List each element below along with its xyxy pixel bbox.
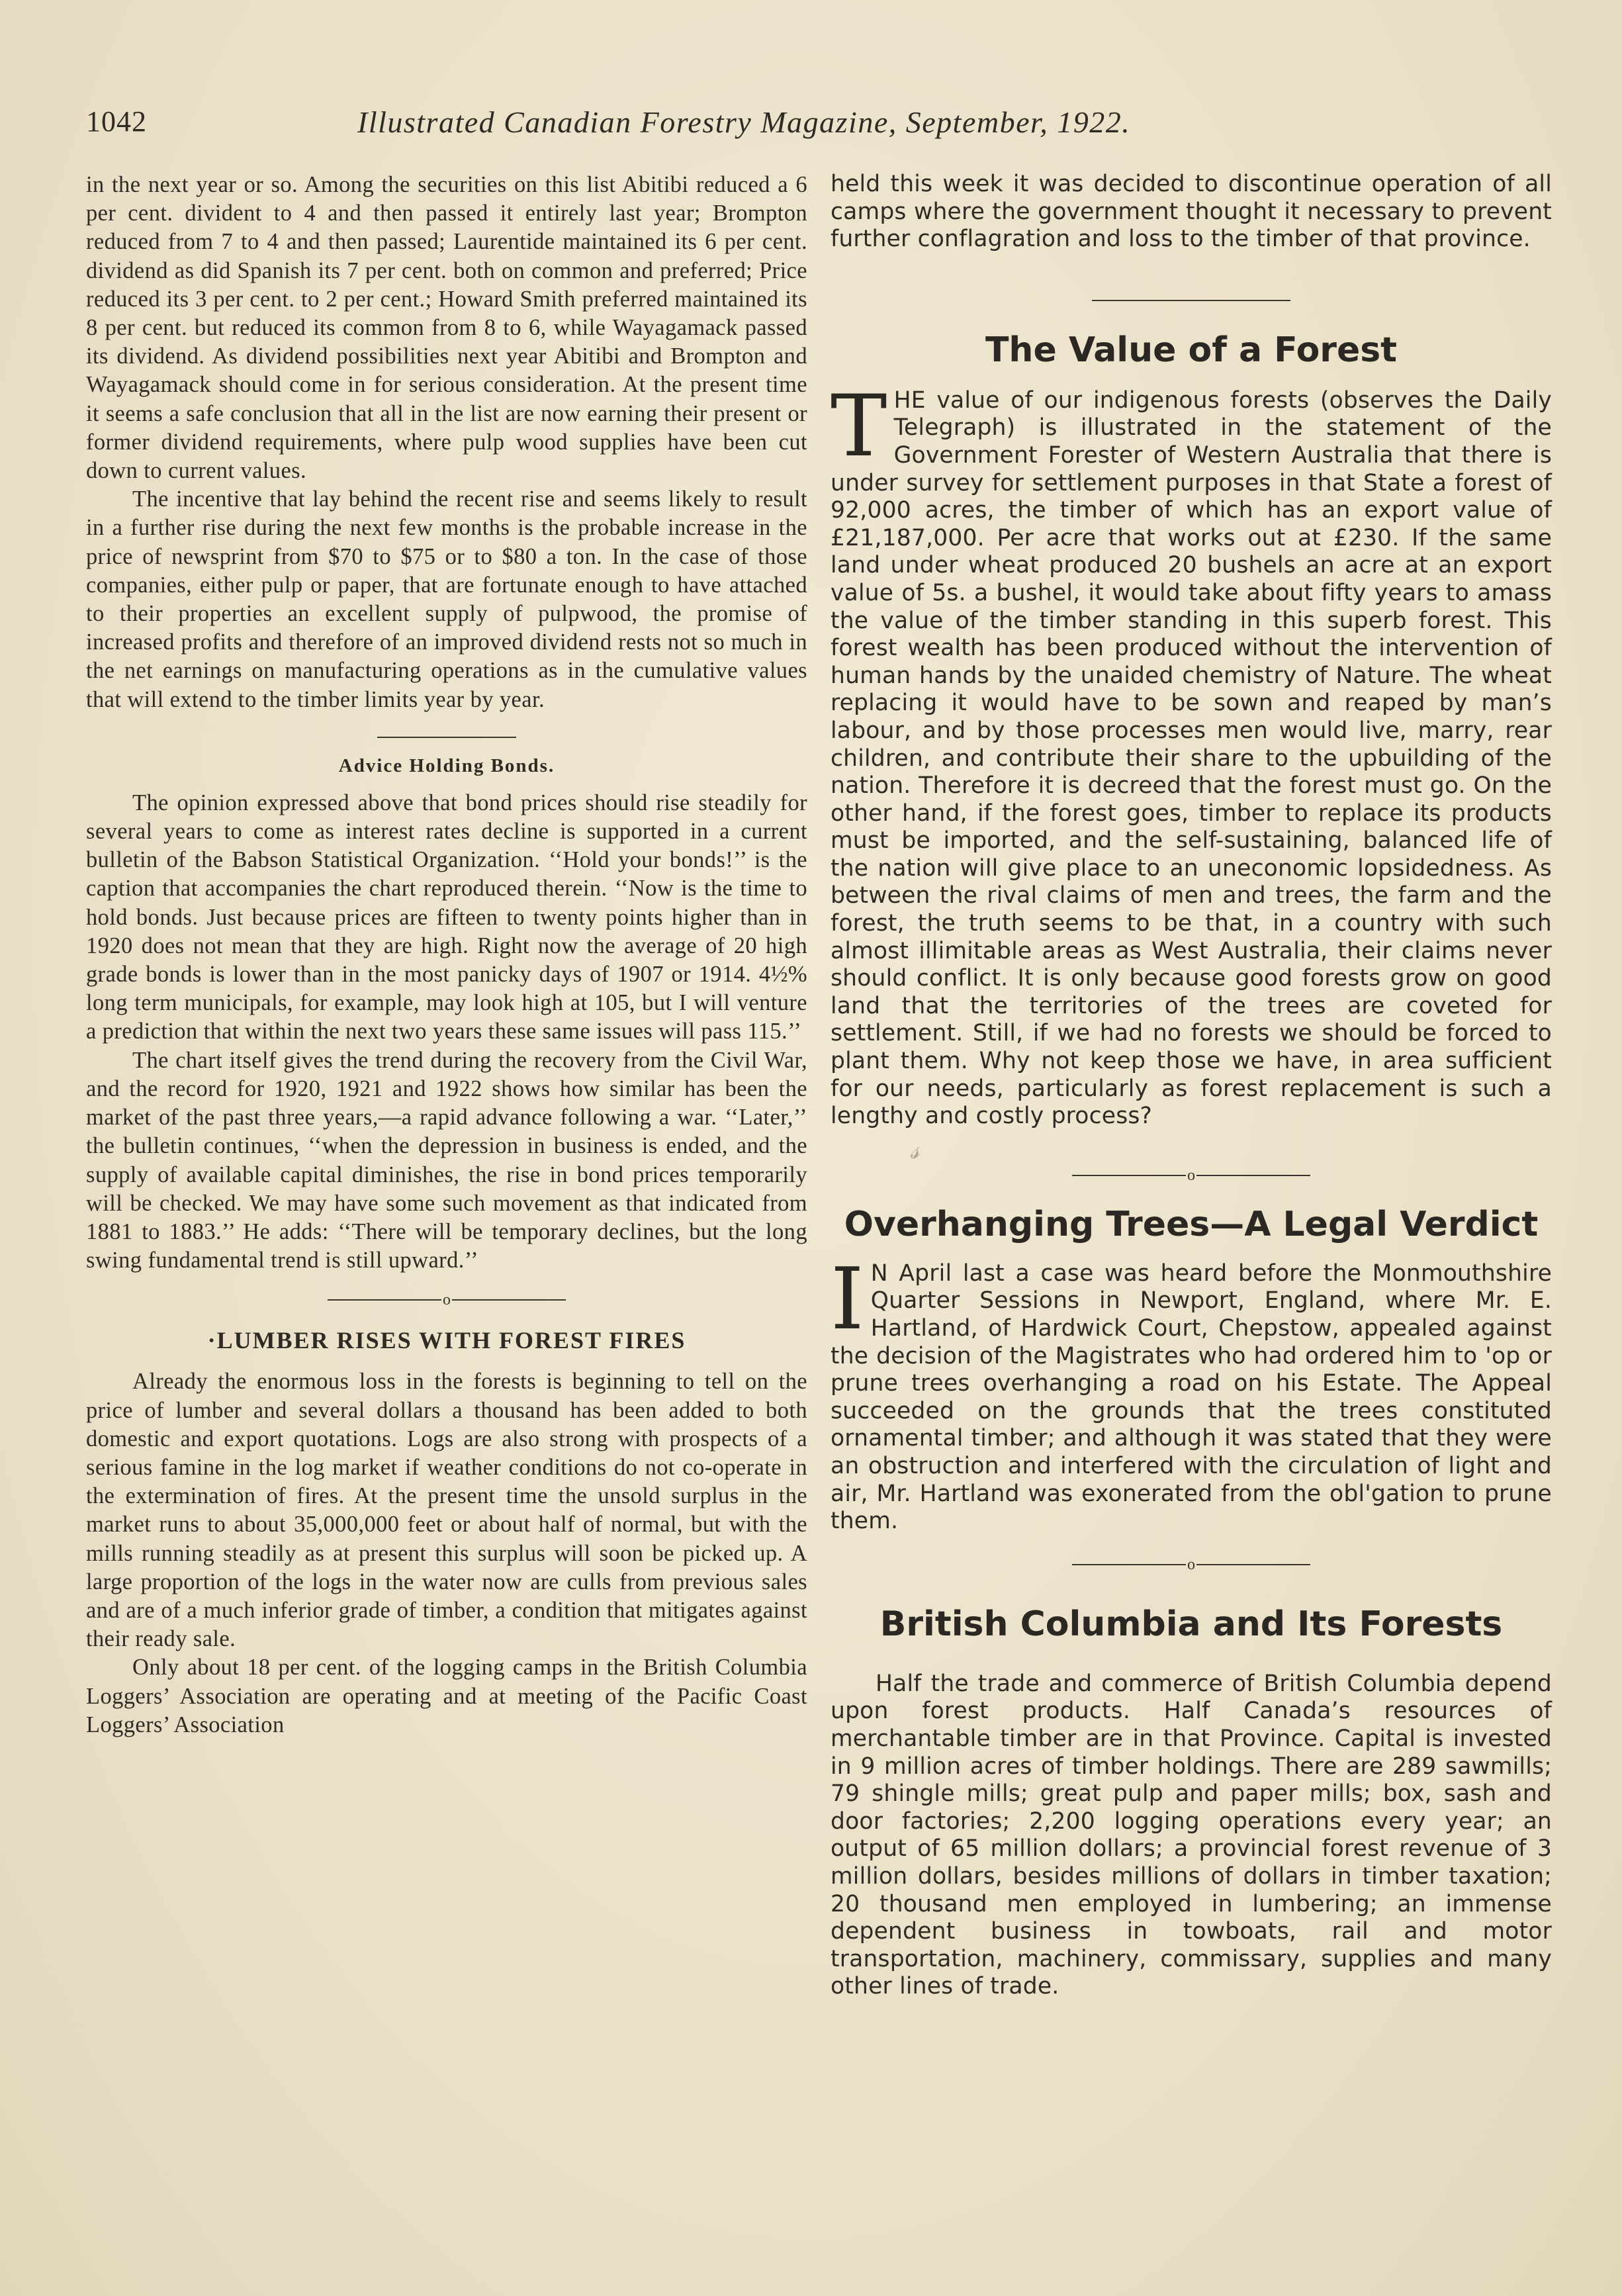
section-divider bbox=[1092, 300, 1290, 301]
section-divider-o: o bbox=[328, 1292, 566, 1308]
page-number: 1042 bbox=[86, 105, 147, 138]
running-head bbox=[86, 105, 1535, 151]
value-heading: The Value of a Forest bbox=[985, 330, 1398, 370]
right-column bbox=[831, 171, 1552, 2189]
paragraph-held: held this week it was decided to discontinue operation of all camps where the government thought it necessary to prevent further conflagration and loss to the timber of that province. bbox=[831, 171, 1552, 253]
value-dropcap: T bbox=[831, 377, 887, 476]
left-column bbox=[86, 171, 807, 2189]
section-divider-o: o bbox=[1072, 1557, 1310, 1573]
paragraph-securities: in the next year or so. Among the securities on this list Abitibi reduced a 6 per cent. divident to 4 and then passed it entirely last year; Brompton reduced from 7 to 4 and then passed; Laurentide maintained its 6 per cent. dividend as did Spanish its 7 per cent. both on common and preferred; Price reduced its 3 per cent. to 2 per cent.; Howard Smith preferred maintained its 8 per cent. but reduced its common from 8 to 6, while Wayagamack passed its dividend. As dividend possibilities next year Abitibi and Brompton and Wayagamack should come in for serious consideration. At the present time it seems a safe conclusion that all in the list are now earning their present or former dividend requirements, where pulp wood supplies have been cut down to current values. bbox=[86, 172, 807, 484]
section-divider bbox=[377, 737, 516, 738]
overhanging-heading: Overhanging Trees—A Legal Verdict bbox=[844, 1204, 1539, 1244]
paragraph-only: Only about 18 per cent. of the logging camps in the British Columbia Loggers’ Association are operating and at meeting of the Pacific Coast Loggers’ Association bbox=[86, 1655, 807, 1737]
paragraph-incentive: The incentive that lay behind the recent rise and seems likely to result in a further rise during the next few months is the probable increase in the price of newsprint from $70 to $75 or to $80 a ton. In the case of those companies, either pulp or paper, that are fortunate enough to have attached to their properties an excellent supply of pulpwood, the promise of increased profits and therefore of an improved dividend rests not so much in the net earnings on manufacturing operations as in the cumulative values that will extend to the timber limits year by year. bbox=[86, 486, 807, 712]
magazine-title: Illustrated Canadian Forestry Magazine, September, 1922. bbox=[357, 105, 1131, 139]
overhanging-dropcap: I bbox=[831, 1250, 864, 1349]
bc-heading: British Columbia and Its Forests bbox=[879, 1604, 1503, 1644]
advice-heading: Advice Holding Bonds. bbox=[338, 755, 555, 776]
paragraph-overhanging bbox=[831, 1250, 1552, 1536]
paragraph-chart: The chart itself gives the trend during the recovery from the Civil War, and the record for 1920, 1921 and 1922 shows how similar has been the market of the past three years,—a rapid advance following a war. ‘‘Later,’’ the bulletin continues, ‘‘when the depression in business is ended, and the supply of available capital diminishes, the rise in bond prices temporarily will be checked. We may have some such movement as that indicated from 1881 to 1883.’’ He adds: ‘‘There will be temporary declines, but the long swing fundamental trend is still upward.’’ bbox=[86, 1047, 807, 1273]
lumber-heading: ·LUMBER RISES WITH FOREST FIRES bbox=[207, 1327, 686, 1354]
value-text: HE value of our indigenous forests (observes the Daily Telegraph) is illustrated in the statement of the Government Forester of Western Australia that there is under survey for settlement purposes in that State a forest of 92,000 acres, the timber of which has an export value of £21,187,000. Per acre that works out at £230. If the same land under wheat produced 20 bushels an acre at an export value of 5s. a bushel, it would take about fifty years to amass the value of the timber standing in this superb forest. This forest wealth has been produced without the intervention of human hands by the unaided chemistry of Nature. The wheat replacing it would have to be sown and reaped by man’s labour, and by those processes men would live, marry, rear children, and contribute their share to the upbuilding of the nation. Therefore it is decreed that the forest must go. On the other hand, if the forest goes, timber to replace its products must be imported, and the self-sustaining, balanced life of the nation will give place to an uneconomic lopsidedness. As between the rival claims of men and trees, the farm and the forest, the truth seems to be that, in a country with such almost illimitable areas as West Australia, their claims never should conflict. It is only because good forests grow on good land that the territories of the trees are coveted for settlement. Still, if we had no forests we should be forced to plant them. Why not keep those we have, in area sufficient for our needs, particularly as forest replacement is such a lengthy and costly process? bbox=[831, 387, 1552, 1130]
paragraph-already: Already the enormous loss in the forests is beginning to tell on the price of lumber and several dollars a thousand has been added to both domestic and export quotations. Logs are also strong with prospects of a serious famine in the log market if weather conditions do not co-operate in the extermination of fires. At the present time the unsold surplus in the market runs to about 35,000,000 feet or about half of normal, but with the mills running steadily as at present this surplus will soon be picked up. A large proportion of the logs in the water now are culls from previous sales and are of a much inferior grade of timber, a condition that mitigates against their ready sale. bbox=[86, 1369, 807, 1652]
overhanging-text: N April last a case was heard before the Monmouthshire Quarter Sessions in Newport, England, where Mr. E. Hartland, of Hardwick Court, Chepstow, appealed against the decision of the Magistrates who had ordered him to 'op or prune trees overhanging a road on his Estate. The Appeal succeeded on the grounds that the trees constituted ornamental timber; and although it was stated that they were an obstruction and interfered with the circulation of light and air, Mr. Hartland was exonerated from the obl'gation to prune them. bbox=[831, 1260, 1552, 1535]
paragraph-value bbox=[831, 377, 1552, 1130]
paragraph-opinion: The opinion expressed above that bond prices should rise steadily for several years to come as interest rates decline is supported in a current bulletin of the Babson Statistical Organization. ‘‘Hold your bonds!’’ is the caption that accompanies the chart reproduced therein. ‘‘Now is the time to hold bonds. Just because prices are fifteen to twenty points higher than in 1920 does not mean that they are high. Right now the average of 20 high grade bonds is lower than in the most panicky days of 1907 or 1914. 4½% long term municipals, for example, may look high at 105, but I will venture a prediction that within the next two years these same issues will pass 115.’’ bbox=[86, 790, 807, 1044]
ink-smudge: 𝓈 bbox=[910, 1134, 920, 1164]
paragraph-bc: Half the trade and commerce of British Columbia depend upon forest products. Half Canada’s resources of merchantable timber are in that Province. Capital is invested in 9 million acres of timber holdings. There are 289 sawmills; 79 shingle mills; great pulp and paper mills; box, sash and door factories; 2,200 logging operations every year; an output of 65 million dollars; a provincial forest revenue of 3 million dollars, besides millions of dollars in timber taxation; 20 thousand men employed in lumbering; an immense dependent business in towboats, rail and motor transportation, machinery, commissary, supplies and many other lines of trade. bbox=[831, 1670, 1552, 2000]
section-divider-o: o bbox=[1072, 1168, 1310, 1183]
